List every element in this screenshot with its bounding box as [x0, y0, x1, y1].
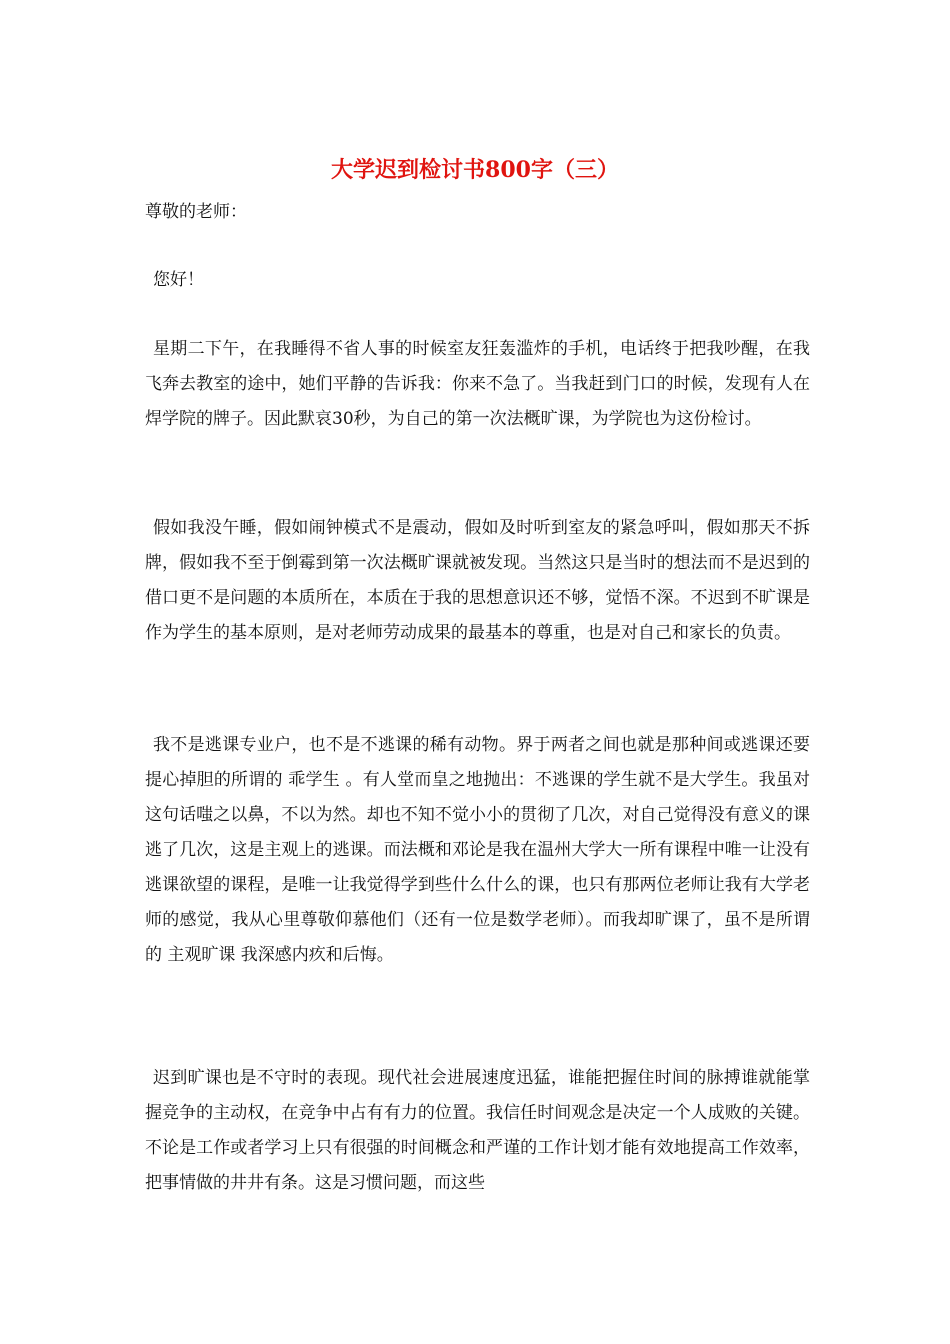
- salutation: 尊敬的老师：: [145, 202, 247, 222]
- paragraph: 星期二下午，在我睡得不省人事的时候室友狂轰滥炸的手机，电话终于把我吵醒，在我飞奔去教室的途中，她们平静的告诉我：你来不急了。当我赶到门口的时候，发现有人在焊学院的牌子。因此默哀30秒，为自己的第一次法概旷课，为学院也为这份检讨。: [145, 339, 810, 429]
- paragraph: 我不是逃课专业户，也不是不逃课的稀有动物。界于两者之间也就是那种间或逃课还要提心掉胆的所谓的 乖学生 。有人堂而皇之地抛出：不逃课的学生就不是大学生。我虽对这句话嗤之以鼻，不以为然。却也不知不觉小小的贯彻了几次，对自己觉得没有意义的课逃了几次，这是主观上的逃课。而法概和邓论是我在温州大学大一所有课程中唯一让没有逃课欲望的课程，是唯一让我觉得学到些什么什么的课，也只有那两位老师让我有大学老师的感觉，我从心里尊敬仰慕他们（还有一位是数学老师）。而我却旷课了，虽不是所谓的 主观旷课 我深感内疚和后悔。: [145, 735, 810, 965]
- paragraph: 迟到旷课也是不守时的表现。现代社会进展速度迅猛，谁能把握住时间的脉搏谁就能掌握竞争的主动权，在竞争中占有有力的位置。我信任时间观念是决定一个人成败的关键。不论是工作或者学习上只有很强的时间概念和严谨的工作计划才能有效地提高工作效率，把事情做的井井有条。这是习惯问题，而这些: [145, 1068, 810, 1193]
- document-title: 大学迟到检讨书800字（三）: [331, 157, 619, 183]
- paragraph: 假如我没午睡，假如闹钟模式不是震动，假如及时听到室友的紧急呼叫，假如那天不拆牌，假如我不至于倒霉到第一次法概旷课就被发现。当然这只是当时的想法而不是迟到的借口更不是问题的本质所在，本质在于我的思想意识还不够，觉悟不深。不迟到不旷课是作为学生的基本原则，是对老师劳动成果的最基本的尊重，也是对自己和家长的负责。: [145, 518, 810, 643]
- greeting: 您好！: [153, 270, 204, 290]
